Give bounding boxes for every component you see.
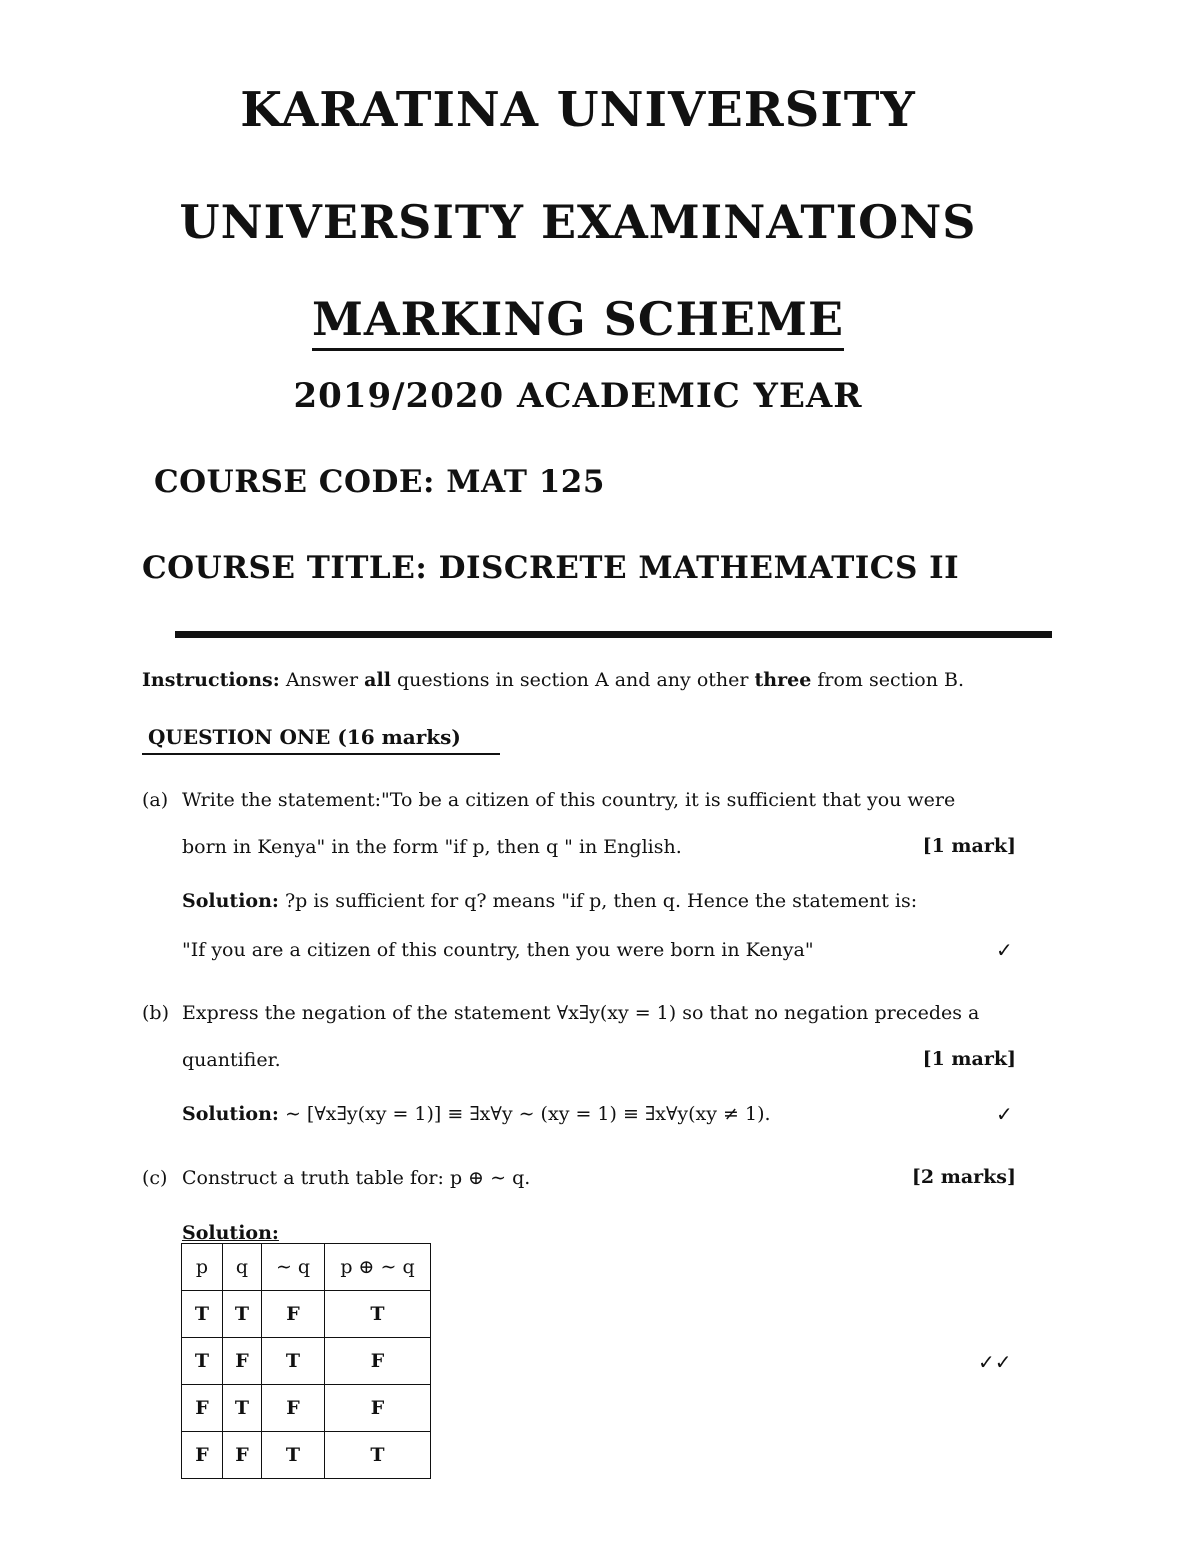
- part-b-line2: quantifier.: [182, 1049, 281, 1071]
- question-one-underline: [142, 753, 500, 755]
- university-title: KARATINA UNIVERSITY: [240, 82, 916, 138]
- truth-table-row: [182, 1291, 431, 1338]
- part-a-marks: [1 mark]: [922, 835, 1016, 857]
- question-one-heading: QUESTION ONE (16 marks): [148, 725, 461, 749]
- part-a-check-icon: ✓: [996, 938, 1013, 962]
- truth-table-row: [182, 1432, 431, 1479]
- instructions-label: Instructions:: [142, 669, 280, 691]
- part-a-solution-line2: "If you are a citizen of this country, then you were born in Kenya": [182, 939, 814, 961]
- part-a-line1: Write the statement:"To be a citizen of this country, it is sufficient that you were: [182, 789, 956, 811]
- part-c-marks: [2 marks]: [911, 1166, 1016, 1188]
- part-b-solution: [182, 1102, 771, 1126]
- part-a-solution-label: Solution:: [182, 890, 279, 912]
- part-a-label: (a): [142, 789, 169, 811]
- truth-table-cell: T: [262, 1338, 325, 1385]
- truth-table-cell: F: [262, 1291, 325, 1338]
- truth-table-row: [182, 1338, 431, 1385]
- part-a-solution-line1: ?p is sufficient for q? means "if p, then q. Hence the statement is:: [284, 890, 918, 912]
- instructions-text-1: Answer: [285, 669, 359, 691]
- marking-scheme-title: [0, 292, 1156, 346]
- truth-table-cell: F: [325, 1338, 431, 1385]
- header-divider: [175, 631, 1052, 638]
- truth-table-header: p: [182, 1244, 223, 1291]
- truth-table-cell: F: [182, 1432, 223, 1479]
- instructions-text-3: from section B.: [817, 669, 965, 691]
- truth-table-header: ∼ q: [262, 1244, 325, 1291]
- exams-title: UNIVERSITY EXAMINATIONS: [179, 195, 977, 249]
- truth-table-cell: T: [182, 1338, 223, 1385]
- truth-table-header-row: [182, 1244, 431, 1291]
- part-a-line2: born in Kenya" in the form "if p, then q " in English.: [182, 836, 682, 858]
- truth-table-header: p ⊕ ∼ q: [325, 1244, 431, 1291]
- truth-table-header: q: [223, 1244, 262, 1291]
- truth-table-cell: F: [325, 1385, 431, 1432]
- part-c-label: (c): [142, 1167, 168, 1189]
- truth-table-cell: T: [325, 1432, 431, 1479]
- truth-table-cell: F: [223, 1338, 262, 1385]
- part-b-line1: Express the negation of the statement ∀x∃y(xy = 1) so that no negation precedes a: [182, 1002, 980, 1024]
- part-a-solution: [182, 889, 917, 913]
- part-b-check-icon: ✓: [996, 1102, 1013, 1126]
- truth-table-row: [182, 1385, 431, 1432]
- instructions: [142, 668, 964, 692]
- truth-table-cell: F: [223, 1432, 262, 1479]
- truth-table-cell: F: [182, 1385, 223, 1432]
- part-b-label: (b): [142, 1002, 169, 1024]
- instructions-three: three: [754, 669, 812, 691]
- part-b-marks: [1 mark]: [922, 1048, 1016, 1070]
- part-c-solution-label: Solution:: [182, 1222, 279, 1244]
- academic-year: 2019/2020 ACADEMIC YEAR: [293, 376, 863, 416]
- truth-table-cell: T: [223, 1385, 262, 1432]
- part-c-line1: Construct a truth table for: p ⊕ ∼ q.: [182, 1167, 531, 1189]
- instructions-text-2: questions in section A and any other: [396, 669, 749, 691]
- course-code: COURSE CODE: MAT 125: [154, 464, 605, 500]
- marking-scheme-text: MARKING SCHEME: [312, 292, 844, 351]
- part-c-check-icon: ✓✓: [978, 1350, 1012, 1374]
- truth-table-cell: T: [182, 1291, 223, 1338]
- course-title: COURSE TITLE: DISCRETE MATHEMATICS II: [142, 550, 960, 586]
- truth-table-cell: F: [262, 1385, 325, 1432]
- truth-table: [181, 1243, 431, 1479]
- truth-table-cell: T: [262, 1432, 325, 1479]
- part-b-solution-label: Solution:: [182, 1103, 279, 1125]
- instructions-all: all: [364, 669, 391, 691]
- part-b-solution-text: ∼ [∀x∃y(xy = 1)] ≡ ∃x∀y ∼ (xy = 1) ≡ ∃x∀y(xy ≠ 1).: [284, 1103, 771, 1125]
- truth-table-cell: T: [325, 1291, 431, 1338]
- truth-table-cell: T: [223, 1291, 262, 1338]
